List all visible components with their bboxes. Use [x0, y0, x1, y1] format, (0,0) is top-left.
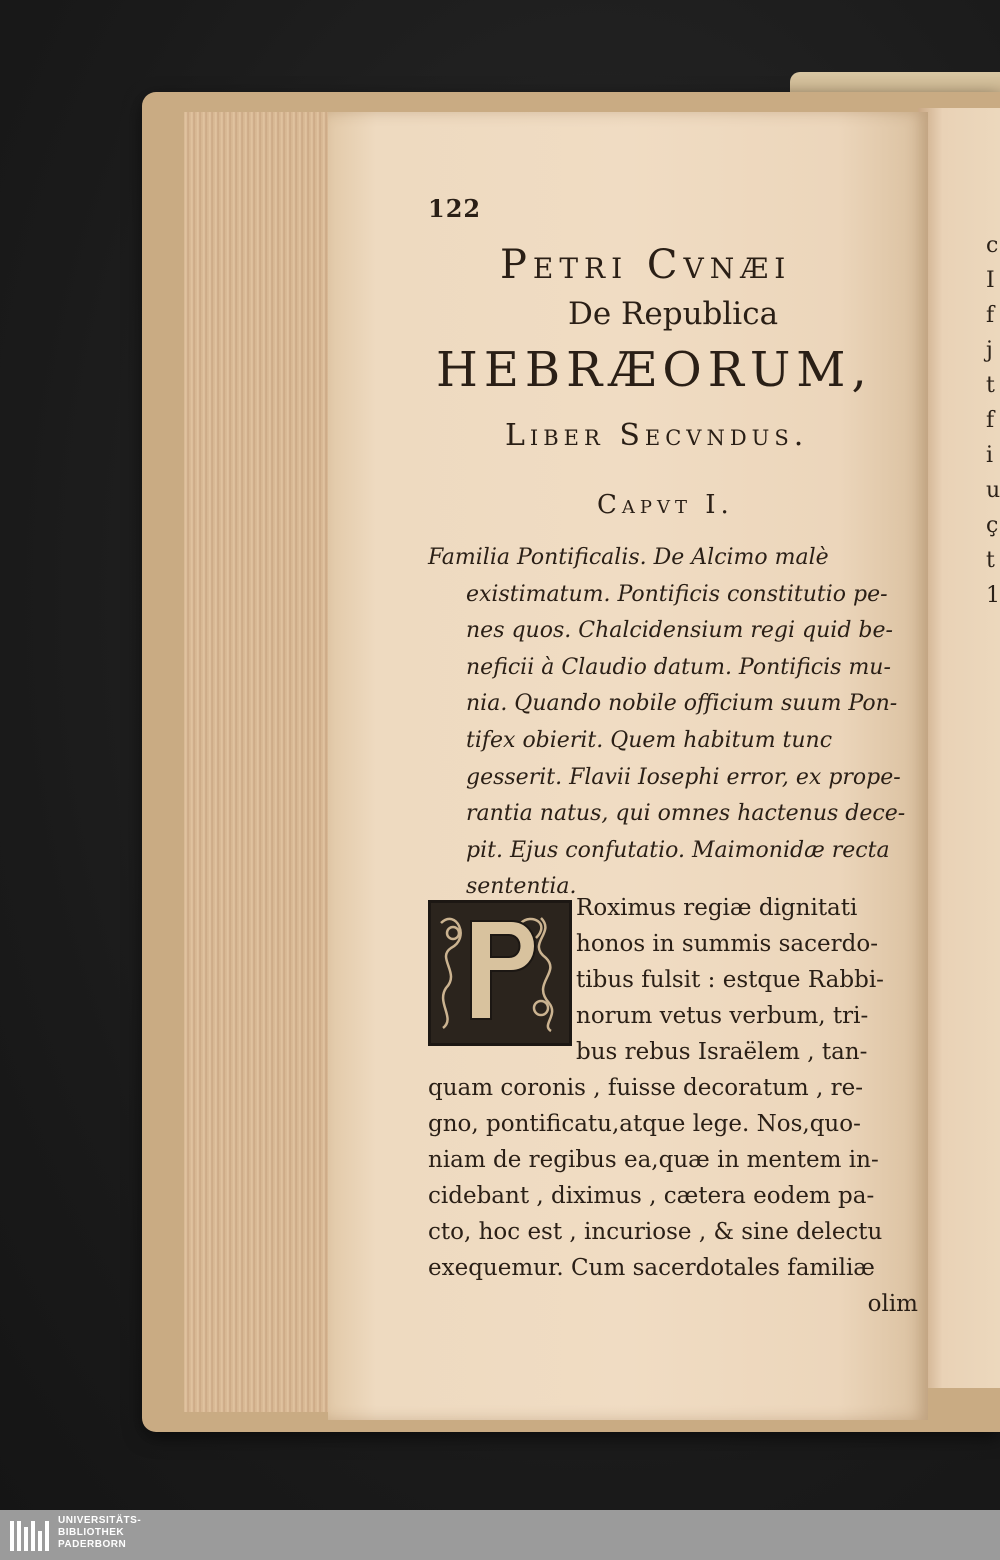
decorated-initial-p: [428, 900, 572, 1046]
facing-page-letters: [986, 228, 1000, 613]
body-line: quam coronis , fuisse decoratum , re-: [428, 1075, 864, 1101]
body-line: honos in summis sacerdo-: [576, 931, 878, 957]
summary-line: tifex obierit. Quem habitum tunc: [466, 727, 833, 753]
body-line: cto, hoc est , incuriose , & sine delectu: [428, 1219, 883, 1245]
facing-letter: 1: [986, 583, 1000, 608]
facing-letter: t: [986, 373, 995, 398]
body-text-indented: [576, 890, 916, 1070]
body-line: norum vetus verbum, tri-: [576, 1003, 869, 1029]
body-text-full: [428, 1070, 918, 1322]
summary-line: gesserit. Flavii Iosephi error, ex prope-: [466, 764, 901, 790]
body-line: gno, pontificatu,atque lege. Nos,quo-: [428, 1111, 861, 1137]
book-heading: Liber Secvndus.: [505, 418, 809, 453]
page-number: 122: [428, 194, 482, 223]
facing-letter: f: [986, 408, 995, 433]
chapter-summary: [428, 540, 908, 906]
chapter-heading: Capvt I.: [597, 490, 734, 520]
summary-line: neficii à Claudio datum. Pontificis mu-: [466, 654, 891, 680]
facing-letter: i: [986, 443, 994, 468]
body-line: niam de regibus ea,quæ in mentem in-: [428, 1147, 879, 1173]
summary-line: pit. Ejus confutatio. Maimonidæ recta: [466, 837, 890, 863]
facing-letter: ç: [986, 513, 999, 538]
summary-line: sententia.: [466, 874, 577, 900]
body-line: bus rebus Israëlem , tan-: [576, 1039, 868, 1065]
body-line: Roximus regiæ dignitati: [576, 895, 858, 921]
facing-letter: c: [986, 233, 999, 258]
page-fore-edge: [184, 112, 336, 1412]
summary-line: rantia natus, qui omnes hactenus dece-: [466, 801, 906, 827]
title-main: HEBRÆORUM,: [436, 342, 873, 398]
facing-letter: I: [986, 268, 995, 293]
title-subject: De Republica: [568, 296, 779, 332]
title-author: Petri Cvnæi: [500, 242, 792, 288]
summary-line: nes quos. Chalcidensium regi quid be-: [466, 618, 893, 644]
body-line: exequemur. Cum sacerdotales familiæ: [428, 1255, 875, 1281]
library-name-line: PADERBORN: [58, 1539, 127, 1550]
footer-bar: [0, 1510, 1000, 1560]
facing-letter: t: [986, 548, 995, 573]
body-line: cidebant , diximus , cætera eodem pa-: [428, 1183, 875, 1209]
body-line: tibus fulsit : estque Rabbi-: [576, 967, 884, 993]
facing-letter: f: [986, 303, 995, 328]
catchword: olim: [867, 1291, 918, 1317]
library-logo-icon: [8, 1517, 54, 1555]
facing-letter: j: [986, 338, 993, 363]
summary-line: existimatum. Pontificis constitutio pe-: [466, 581, 888, 607]
library-name-line: UNIVERSITÄTS-: [58, 1515, 142, 1526]
library-name-line: BIBLIOTHEK: [58, 1527, 125, 1538]
summary-line: Familia Pontificalis. De Alcimo malè: [428, 545, 829, 570]
facing-letter: u: [986, 478, 1000, 503]
summary-line: nia. Quando nobile officium suum Pon-: [466, 691, 898, 717]
library-name: [58, 1515, 141, 1551]
